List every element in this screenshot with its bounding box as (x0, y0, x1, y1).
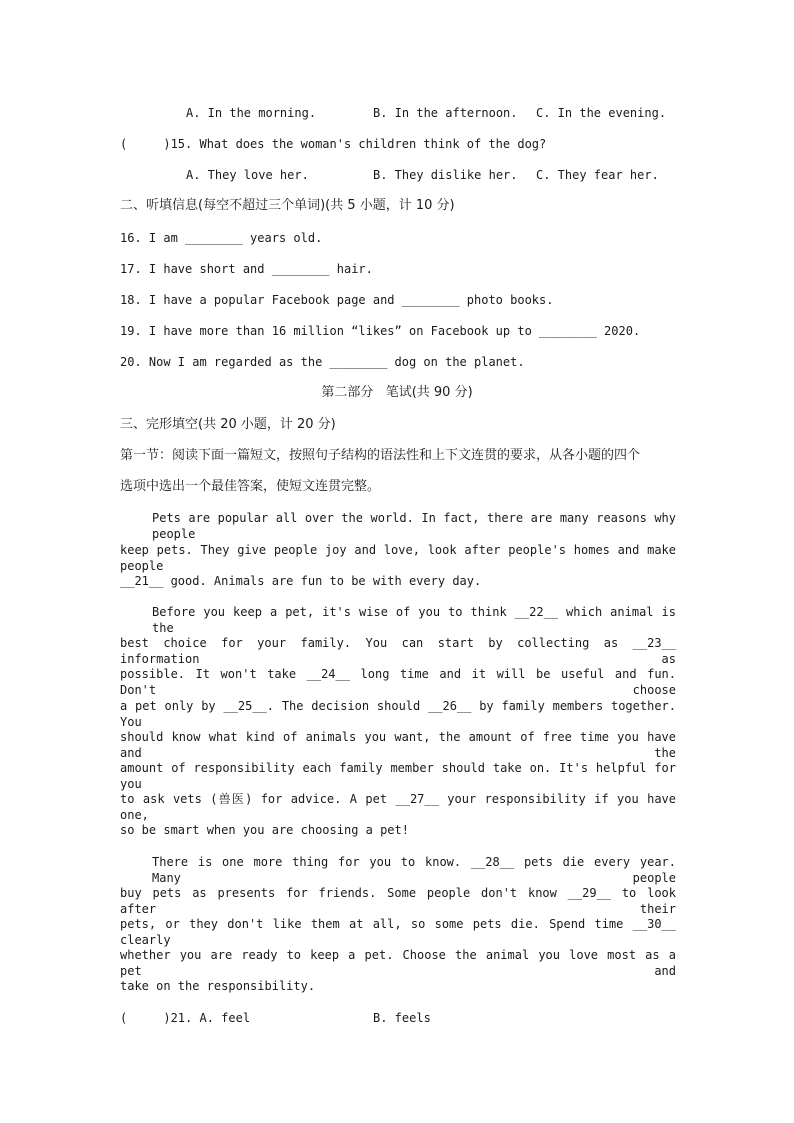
fill-item-16: 16. I am ________ years old. (120, 231, 323, 245)
q15-option-b: B. They dislike her. (373, 168, 518, 182)
part2-heading: 第二部分 笔试(共 90 分) (321, 385, 473, 400)
q15-option-a: A. They love her. (186, 168, 309, 182)
instruction-line-1: 第一节：阅读下面一篇短文，按照句子结构的语法性和上下文连贯的要求，从各小题的四个 (120, 448, 641, 463)
passage-p3-line-5: take on the responsibility. (120, 979, 316, 993)
q21-option-b: B. feels (373, 1011, 431, 1025)
instruction-line-2: 选项中选出一个最佳答案，使短文连贯完整。 (120, 479, 381, 494)
passage-p3-line-3: pets, or they don't like them at all, so some pets die. Spend time __30__ clearly (120, 917, 676, 947)
passage-p2-line-6: amount of responsibility each family member should take on. It's helpful for you (120, 761, 676, 791)
q15-option-c: C. They fear her. (536, 168, 659, 182)
section3-heading: 三、完形填空(共 20 小题，计 20 分) (120, 417, 336, 432)
passage-p3-line-1: There is one more thing for you to know. __28__ pets die every year. Many people (152, 855, 676, 885)
fill-item-20: 20. Now I am regarded as the ________ dog on the planet. (120, 355, 525, 369)
q14-option-b: B. In the afternoon. (373, 106, 518, 120)
q14-option-c: C. In the evening. (536, 106, 667, 120)
passage-p2-line-3: possible. It won't take __24__ long time and it will be useful and fun. Don't choose (120, 667, 676, 697)
passage-p3-line-2: buy pets as presents for friends. Some people don't know __29__ to look after their (120, 886, 676, 916)
fill-item-18: 18. I have a popular Facebook page and ________ photo books. (120, 293, 554, 307)
passage-p2-line-4: a pet only by __25__. The decision should __26__ by family members together. You (120, 699, 676, 729)
passage-p2-line-1: Before you keep a pet, it's wise of you to think __22__ which animal is the (152, 605, 676, 635)
passage-p3-line-4: whether you are ready to keep a pet. Choose the animal you love most as a pet and (120, 948, 676, 978)
passage-p2-line-2: best choice for your family. You can start by collecting as __23__ information as (120, 636, 676, 666)
passage-p2-line-7: to ask vets (兽医) for advice. A pet __27__ your responsibility if you have one, (120, 792, 676, 822)
passage-p1-line-1: Pets are popular all over the world. In fact, there are many reasons why people (152, 511, 676, 541)
q21-question: ( )21. A. feel (120, 1011, 251, 1025)
q14-option-a: A. In the morning. (186, 106, 317, 120)
q15-question: ( )15. What does the woman's children think of the dog? (120, 137, 547, 151)
passage-p2-line-5: should know what kind of animals you want, the amount of free time you have and the (120, 730, 676, 760)
fill-item-19: 19. I have more than 16 million “likes” on Facebook up to ________ 2020. (120, 324, 641, 338)
passage-p2-line-8: so be smart when you are choosing a pet! (120, 823, 409, 837)
section2-heading: 二、听填信息(每空不超过三个单词)(共 5 小题，计 10 分) (120, 198, 455, 213)
passage-p1-line-3: __21__ good. Animals are fun to be with every day. (120, 574, 482, 588)
passage-p1-line-2: keep pets. They give people joy and love, look after people's homes and make people (120, 543, 676, 573)
fill-item-17: 17. I have short and ________ hair. (120, 262, 373, 276)
